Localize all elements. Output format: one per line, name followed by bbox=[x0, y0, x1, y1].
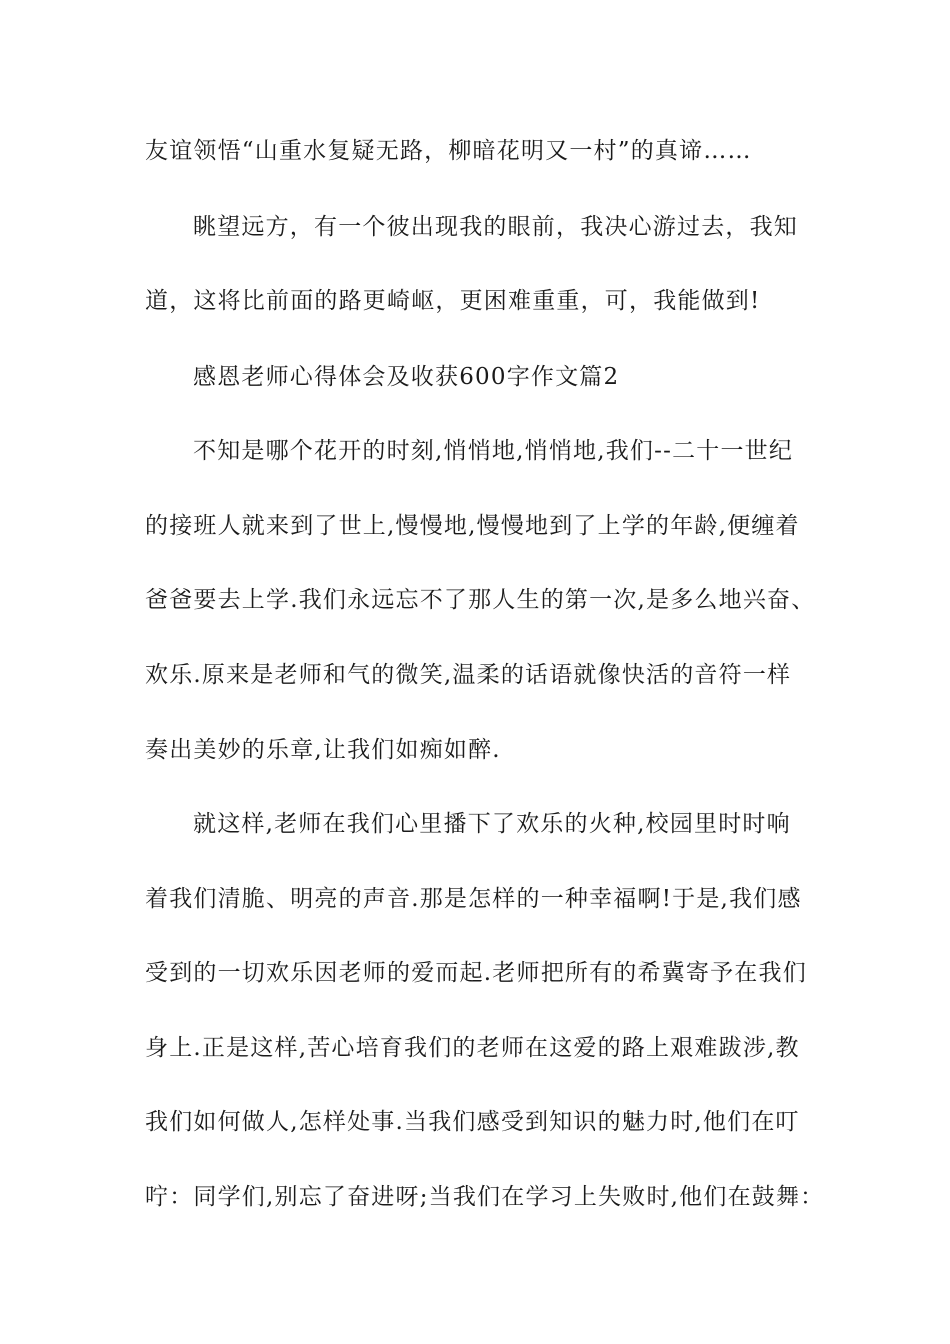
paragraph-line: 咛：同学们,别忘了奋进呀;当我们在学习上失败时,他们在鼓舞： bbox=[145, 1184, 825, 1210]
section-heading: 感恩老师心得体会及收获600字作文篇2 bbox=[193, 364, 620, 390]
paragraph-line: 友谊领悟“山重水复疑无路，柳暗花明又一村”的真谛…… bbox=[145, 138, 752, 164]
paragraph-line: 眺望远方，有一个彼出现我的眼前，我决心游过去，我知 bbox=[193, 214, 798, 240]
paragraph-line: 着我们清脆、明亮的声音.那是怎样的一种幸福啊!于是,我们感 bbox=[145, 886, 802, 912]
paragraph-line: 道，这将比前面的路更崎岖，更困难重重，可，我能做到! bbox=[145, 288, 761, 314]
paragraph-line: 我们如何做人,怎样处事.当我们感受到知识的魅力时,他们在叮 bbox=[145, 1109, 800, 1135]
paragraph-line: 受到的一切欢乐因老师的爱而起.老师把所有的希冀寄予在我们 bbox=[145, 960, 807, 986]
paragraph-line: 爸爸要去上学.我们永远忘不了那人生的第一次,是多么地兴奋、 bbox=[145, 587, 816, 613]
paragraph-line: 不知是哪个花开的时刻,悄悄地,悄悄地,我们--二十一世纪 bbox=[193, 438, 794, 464]
paragraph-line: 奏出美妙的乐章,让我们如痴如醉. bbox=[145, 737, 501, 763]
paragraph-line: 身上.正是这样,苦心培育我们的老师在这爱的路上艰难跋涉,教 bbox=[145, 1035, 800, 1061]
paragraph-line: 的接班人就来到了世上,慢慢地,慢慢地到了上学的年龄,便缠着 bbox=[145, 513, 800, 539]
paragraph-line: 欢乐.原来是老师和气的微笑,温柔的话语就像快活的音符一样 bbox=[145, 662, 792, 688]
paragraph-line: 就这样,老师在我们心里播下了欢乐的火种,校园里时时响 bbox=[193, 811, 791, 837]
